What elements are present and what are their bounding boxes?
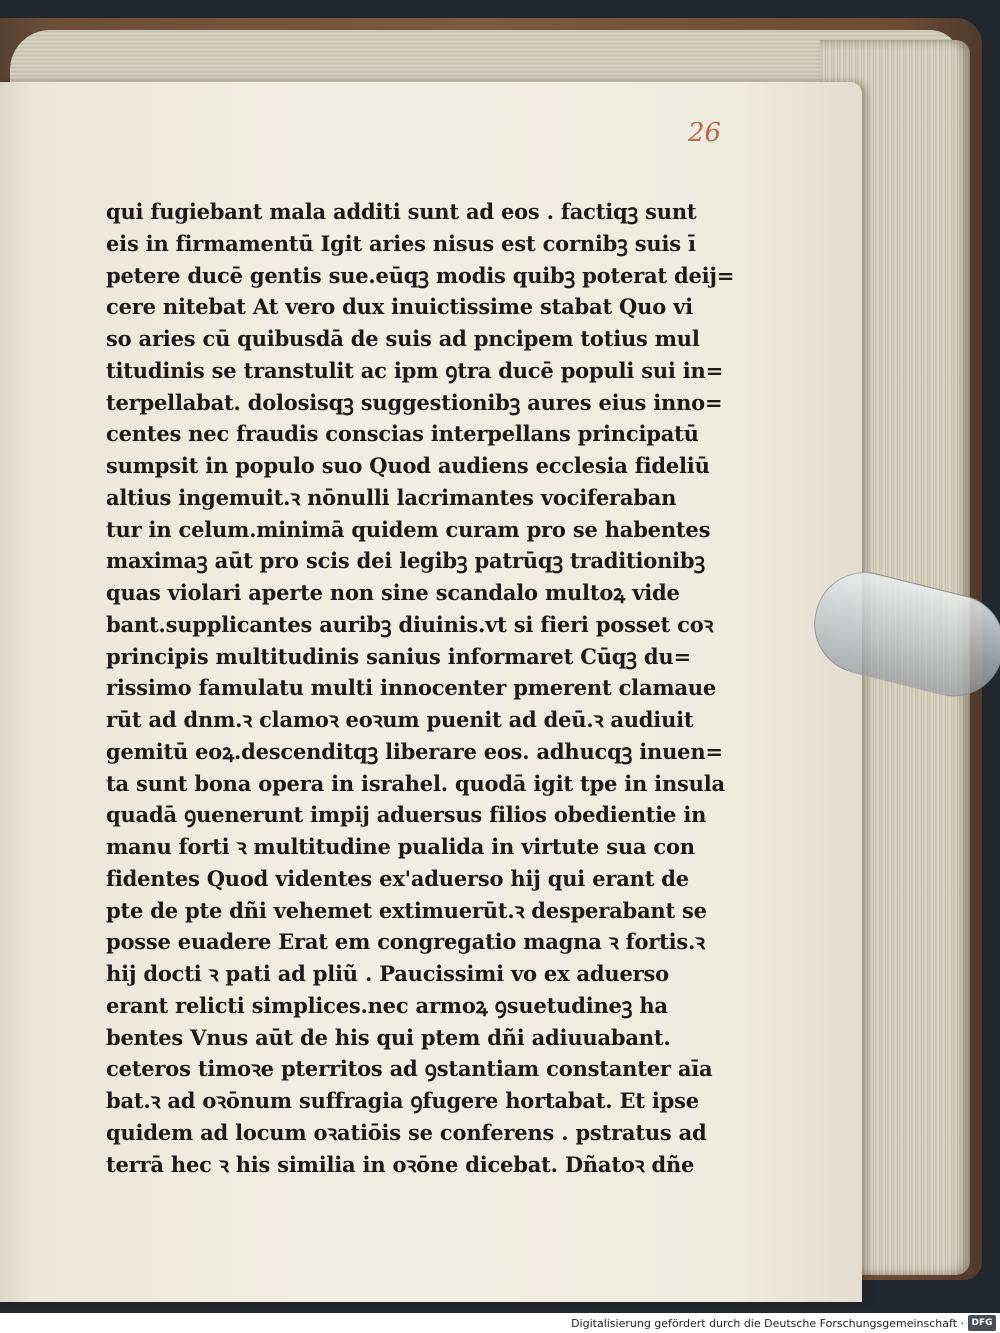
text-line: centes nec fraudis conscias interpellans principatū [106, 421, 699, 447]
text-line: petere ducē gentis sue.eūqꝫ modis quibꝫ poterat deij= [106, 262, 735, 288]
text-line: qui fugiebant mala additi sunt ad eos . factiqꝫ sunt [106, 199, 697, 224]
text-line: tur in celum.minimā quidem curam pro se habentes [106, 516, 711, 542]
text-line: ceteros timoꝛe pterritos ad ꝯstantiam constanter aīa [106, 1056, 713, 1082]
text-line: rūt ad dnm.ꝛ clamoꝛ eoꝛum puenit ad deū.ꝛ audiuit [106, 707, 694, 732]
text-line: posse euadere Erat em congregatio magna ꝛ fortis.ꝛ [106, 929, 705, 955]
text-line: eis in firmamentū Igit aries nisus est cornibꝫ suis ī [106, 230, 696, 256]
text-line: principis multitudinis sanius informaret Cūqꝫ du= [106, 643, 691, 669]
text-line: manu forti ꝛ multitudine pualida in virtute sua con [106, 834, 695, 859]
text-line: quidem ad locum oꝛatiōis se conferens . pstratus ad [106, 1119, 707, 1145]
text-line: gemitū eoꝝ.descenditqꝫ liberare eos. adhucqꝫ inuen= [106, 738, 723, 764]
text-line: maximaꝫ aūt pro scis dei legibꝫ patrūqꝫ traditionibꝫ [106, 548, 705, 574]
text-line: erant relicti simplices.nec armoꝝ ꝯsuetudineꝫ ha [106, 992, 668, 1018]
text-line: pte de pte dñi vehemet extimuerūt.ꝛ desperabant se [106, 897, 707, 923]
text-line: terpellabat. dolosisqꝫ suggestionibꝫ aures eius inno= [106, 389, 723, 415]
text-line: hij docti ꝛ pati ad pliũ . Paucissimi vo ex aduerso [106, 961, 669, 986]
text-line: rissimo famulatu multi innocenter pmerent clamaue [106, 675, 717, 701]
text-line: titudinis se transtulit ac ipm ꝯtra ducē populi sui in= [106, 357, 724, 383]
text-line: ta sunt bona opera in israhel. quodā igit tpe in insula [106, 770, 725, 796]
text-line: sumpsit in populo suo Quod audiens ecclesia fideliū [106, 453, 710, 478]
digitization-credit: Digitalisierung gefördert durch die Deutsche Forschungsgemeinschaft · [571, 1317, 964, 1330]
text-line: fidentes Quod videntes ex'aduerso hij qui erant de [106, 865, 689, 891]
text-line: so aries cū quibusdā de suis ad pncipem totius mul [106, 326, 700, 351]
text-line: bat.ꝛ ad oꝛōnum suffragia ꝯfugere hortabat. Et ipse [106, 1088, 699, 1113]
text-line: quadā ꝯuenerunt impij aduersus filios obedientie in [106, 802, 707, 828]
text-block [106, 196, 736, 1180]
text-line: terrā hec ꝛ his similia in oꝛōne dicebat. Dñatoꝛ dñe [106, 1151, 695, 1177]
dfg-logo: DFG [968, 1315, 996, 1331]
text-line: quas violari aperte non sine scandalo multoꝝ vide [106, 580, 680, 605]
text-line: bentes Vnus aūt de his qui ptem dñi adiuuabant. [106, 1024, 671, 1050]
text-line: cere nitebat At vero dux inuictissime stabat Quo vi [106, 294, 693, 320]
text-line: bant.supplicantes auribꝫ diuinis.vt si fieri posset coꝛ [106, 611, 714, 637]
folio-number: 26 [688, 118, 722, 148]
text-line: altius ingemuit.ꝛ nōnulli lacrimantes vociferaban [106, 484, 677, 510]
